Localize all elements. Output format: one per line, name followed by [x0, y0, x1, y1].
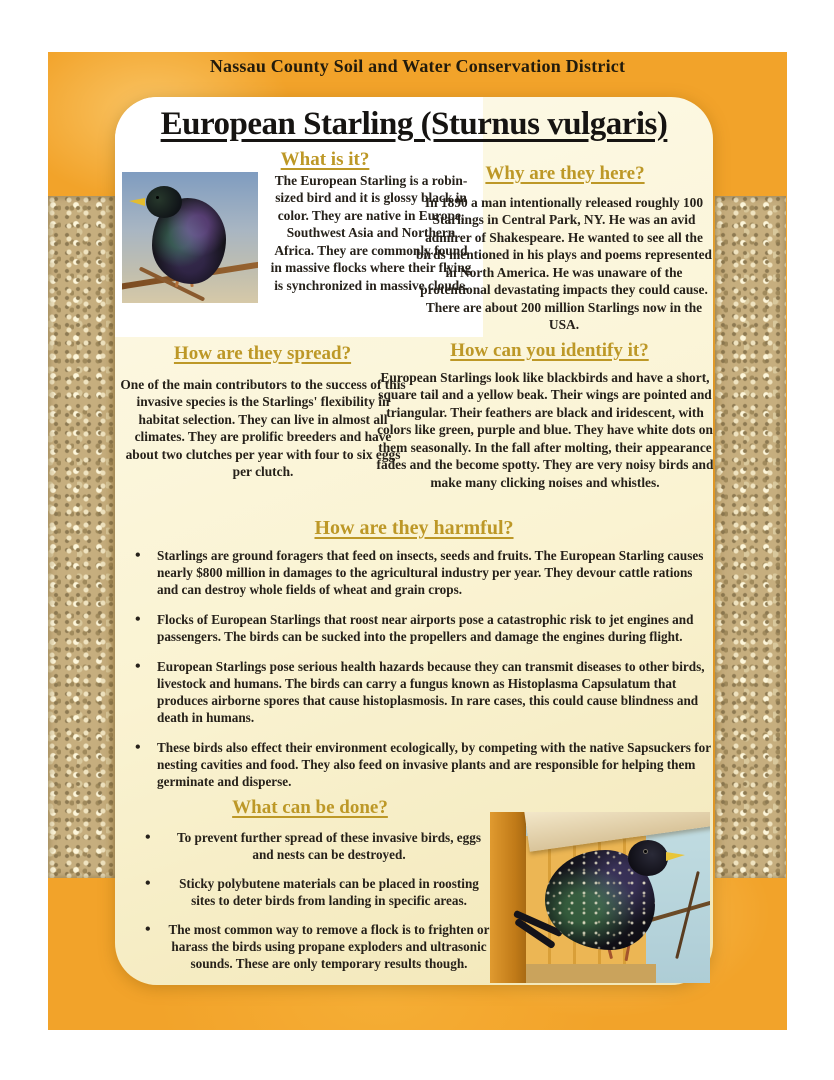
heading-how-identify: How can you identify it?: [450, 340, 649, 361]
district-header: Nassau County Soil and Water Conservation District: [209, 56, 626, 76]
sand-texture-border-right: [715, 196, 786, 878]
starling-birdhouse-photo: [490, 812, 710, 983]
bird-beak: [666, 852, 685, 861]
how-spread-paragraph: One of the main contributors to the success of this invasive species is the Starlings' flexibility in habitat selection. They can live in almost all climates. They are prolific breeders and have about two clutches per year with four to six eggs per clutch.: [120, 377, 406, 480]
bullet-item: • Sticky polybutene materials can be placed in roosting sites to deter birds from landing in specific areas.: [137, 875, 491, 909]
heading-how-are-they-spread: How are they spread?: [173, 343, 352, 364]
bird-eye: [644, 850, 647, 853]
bird-head: [628, 840, 668, 876]
bullet-item: • Flocks of European Starlings that roost near airports pose a catastrophic risk to jet engines and passengers. The birds can be sucked into the propellers and damage the engines during flight.: [129, 611, 715, 645]
why-are-they-here-paragraph: In 1890 a man intentionally released roughly 100 Starlings in Central Park, NY. He was an avid admirer of Shakespeare. He wanted to see all the birds mentioned in his plays and poems represented in North America. He was unaware of the protentional devastating impacts they could cause. There are about 200 million Starlings now in the USA.: [415, 195, 712, 332]
bullet-item: • European Starlings pose serious health hazards because they can transmit diseases to other birds, livestock and humans. The birds can carry a fungus known as Histoplasma Capsulatum that produces airborne spores that cause histoplasmosis. In rare cases, this could cause blindness and death in humans.: [129, 658, 715, 726]
twig: [675, 871, 700, 959]
bullet-item: • Starlings are ground foragers that feed on insects, seeds and fruits. The European Starling causes nearly $800 million in damages to the agricultural industry per year. They devour cattle rations and can destroy whole fields of wheat and grain crops.: [129, 547, 715, 598]
heading-what-is-it: What is it?: [280, 149, 370, 170]
heading-what-can-be-done: What can be done?: [232, 797, 388, 818]
content-panel: [115, 97, 713, 985]
heading-how-harmful: How are they harmful?: [314, 517, 514, 539]
bullet-item: • The most common way to remove a flock is to frighten or harass the birds using propane exploders and ultrasonic sounds. These are only temporary results though.: [137, 921, 491, 972]
bullet-item: • These birds also effect their environment ecologically, by competing with the native Sapsuckers for nesting cavities and food. They also feed on invasive plants and are responsible for helping them germinate and disperse.: [129, 739, 715, 790]
bird-beak: [129, 198, 145, 206]
bird-eye: [156, 196, 159, 199]
bullet-item: • To prevent further spread of these invasive birds, eggs and nests can be destroyed.: [137, 829, 491, 863]
sand-texture-border-left: [48, 196, 115, 878]
birdhouse-floor: [526, 964, 656, 983]
page-title: European Starling (Sturnus vulgaris): [160, 106, 668, 142]
how-identify-paragraph: European Starlings look like blackbirds and have a short, square tail and a yellow beak. Their wings are pointed and triangular. Their feathers are black and iridescent, with colors like green, purple and blue. They have white dots on them seasonally. In the fall after molting, their appearance fades and the become spotty. They are very noisy birds and make many clicking noises and whistles.: [376, 370, 714, 490]
heading-why-are-they-here: Why are they here?: [485, 163, 645, 184]
harmful-bullet-list: [129, 547, 715, 803]
what-is-it-paragraph: The European Starling is a robin-sized bird and it is glossy black in color. They are native in Europe, Southwest Asia and Northern Africa. They are commonly found in massive flocks where their flying is synchronized in massive clouds.: [270, 173, 472, 293]
bird-head: [146, 186, 182, 218]
birdhouse-post: [490, 812, 526, 983]
done-bullet-list: [137, 829, 491, 984]
starling-portrait-photo: [122, 172, 258, 303]
